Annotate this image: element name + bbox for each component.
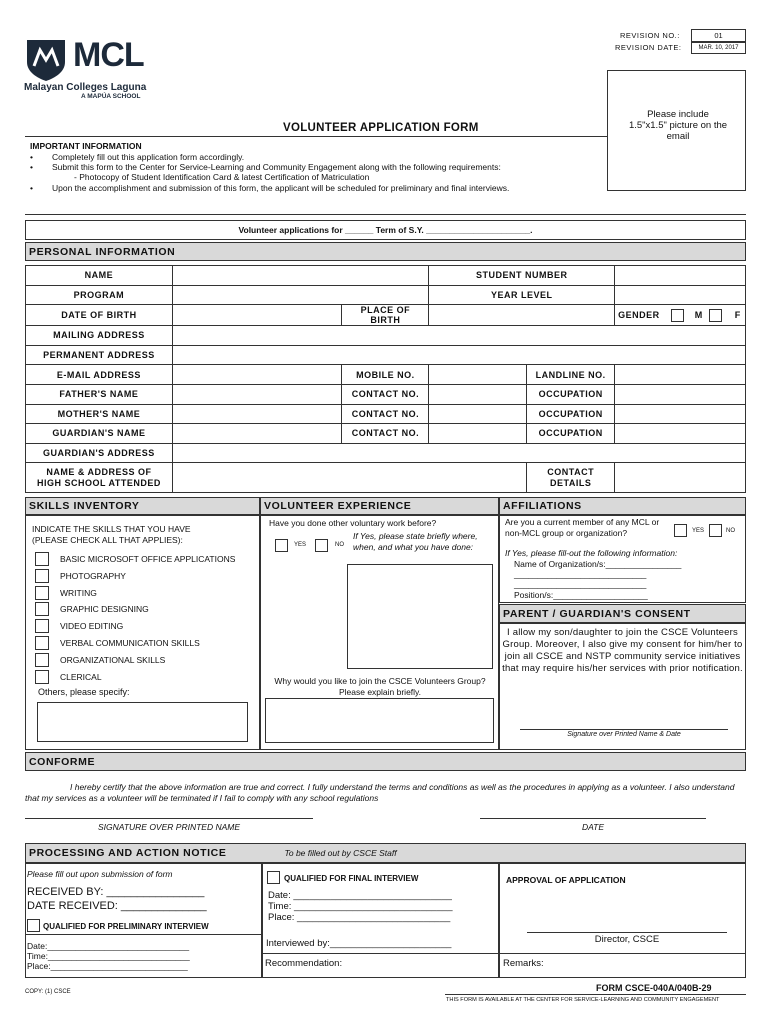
volunteer-no-label: NO: [335, 542, 344, 548]
volunteer-why: Why would you like to join the CSCE Volunteers Group? Please explain briefly.: [274, 676, 486, 697]
picture-note: Please include 1.5"x1.5" picture on the email: [628, 109, 728, 142]
gender-female-checkbox[interactable]: [709, 309, 722, 322]
skill-checkbox[interactable]: [35, 586, 49, 600]
skill-label: BASIC MICROSOFT OFFICE APPLICATIONS: [60, 554, 236, 564]
email-field[interactable]: [172, 365, 342, 385]
conforme-text: I hereby certify that the above information are true and correct. I fully understand the terms and conditions as well as the procedures in applying as a volunteer. I also understand that my services as a volunteer will be terminated if I fail to comply with any school regulations: [25, 782, 735, 803]
hs-contact-field[interactable]: [615, 463, 746, 493]
pob-label: PLACE OF BIRTH: [342, 305, 429, 326]
landline-field[interactable]: [615, 365, 746, 385]
volunteer-if-yes: If Yes, please state briefly where, when, and what you have done:: [353, 531, 478, 552]
affiliations-yes-checkbox[interactable]: [674, 524, 687, 537]
student-number-field[interactable]: [615, 266, 746, 286]
others-label: Others, please specify:: [38, 687, 130, 697]
term-line: Volunteer applications for ______ Term of S.Y. ______________________.: [25, 220, 746, 240]
processing-heading: [25, 843, 746, 863]
mother-contact-field[interactable]: [429, 404, 527, 424]
conforme-date-line: [480, 818, 706, 819]
high-school-label-line2: HIGH SCHOOL ATTENDED: [36, 477, 161, 488]
student-number-label: STUDENT NUMBER: [429, 266, 615, 286]
skill-checkbox[interactable]: [35, 602, 49, 616]
revision-no-label: REVISION NO.:: [620, 31, 680, 40]
footer-copy: COPY: (1) CSCE: [25, 989, 71, 995]
important-sub-1: - Photocopy of Student Identification Card & latest Certification of Matriculation: [74, 172, 370, 183]
affiliations-blank-1: ____________________________: [514, 569, 647, 579]
hs-contact-label: [527, 463, 615, 493]
info-rule: [25, 214, 746, 215]
permanent-address-field[interactable]: [172, 345, 745, 365]
preliminary-time: Time:______________________________: [27, 951, 190, 961]
skill-checkbox[interactable]: [35, 552, 49, 566]
father-contact-field[interactable]: [429, 384, 527, 404]
revision-date-label: REVISION DATE:: [615, 43, 682, 52]
final-place: Place: _____________________________: [268, 912, 451, 923]
important-heading: IMPORTANT INFORMATION: [30, 141, 142, 151]
processing-fill-note: Please fill out upon submission of form: [27, 869, 173, 879]
revision-no-value: 01: [691, 29, 746, 42]
important-bullet-2: Submit this form to the Center for Service-Learning and Community Engagement along with the following requirements:: [52, 162, 501, 173]
final-date: Date: ______________________________: [268, 890, 452, 901]
important-bullet-3: Upon the accomplishment and submission of this form, the applicant will be scheduled for preliminary and final interviews.: [52, 182, 510, 193]
important-bullet-1: Completely fill out this application form accordingly.: [52, 152, 245, 162]
footer-form-no: FORM CSCE-040A/040B-29: [596, 983, 712, 993]
skill-item: [35, 636, 200, 650]
important-list: • Completely fill out this application form accordingly. • Submit this form to the Center for Service-Learning and Community Engagement along with the following requirements: - Photocopy of Student Identification Card & latest Certification of Matriculation • Upon the accomplishment and submission of this form, the applicant will be scheduled for preliminary and final interviews.: [30, 152, 590, 193]
preliminary-label: QUALIFIED FOR PRELIMINARY INTERVIEW: [43, 922, 209, 931]
footer-availability: THIS FORM IS AVAILABLE AT THE CENTER FOR SERVICE-LEARNING AND COMMUNITY ENGAGEMENT: [446, 997, 720, 1003]
guardian-field[interactable]: [172, 424, 342, 444]
processing-heading-text: PROCESSING AND ACTION NOTICE: [29, 847, 227, 859]
preliminary-checkbox[interactable]: [27, 919, 40, 932]
footer-rule: [445, 994, 746, 995]
affiliations-blank-2: ____________________________: [514, 579, 647, 589]
affiliations-question: Are you a current member of any MCL or non-MCL group or organization?: [505, 517, 660, 538]
skills-instruction-line1: INDICATE THE SKILLS THAT YOU HAVE: [32, 524, 191, 534]
affiliations-no-label: NO: [726, 528, 735, 534]
program-field[interactable]: [172, 285, 429, 305]
skill-item: [35, 552, 235, 566]
name-field[interactable]: [172, 266, 429, 286]
email-label: E-MAIL ADDRESS: [26, 365, 173, 385]
father-occupation-label: OCCUPATION: [527, 384, 615, 404]
high-school-label-line1: NAME & ADDRESS OF: [46, 466, 152, 477]
mailing-address-label: MAILING ADDRESS: [26, 326, 173, 346]
skill-checkbox[interactable]: [35, 569, 49, 583]
director-label: Director, CSCE: [594, 934, 660, 945]
father-field[interactable]: [172, 384, 342, 404]
gender-male-checkbox[interactable]: [671, 309, 684, 322]
father-occupation-field[interactable]: [615, 384, 746, 404]
volunteer-experience-textbox[interactable]: [347, 564, 493, 669]
title-rule: [25, 136, 608, 137]
affiliations-org-name: Name of Organization/s:________________: [514, 559, 682, 569]
volunteer-yes-checkbox[interactable]: [275, 539, 288, 552]
affiliations-position: Position/s:____________________: [514, 590, 648, 600]
father-contact-label: CONTACT NO.: [342, 384, 429, 404]
skill-checkbox[interactable]: [35, 619, 49, 633]
skill-item: [35, 569, 126, 583]
landline-label: LANDLINE NO.: [527, 365, 615, 385]
conforme-signature-label: SIGNATURE OVER PRINTED NAME: [98, 822, 240, 832]
guardian-occupation-label: OCCUPATION: [527, 424, 615, 444]
conforme-signature-line: [25, 818, 313, 819]
guardian-occupation-field[interactable]: [615, 424, 746, 444]
affiliations-yes-label: YES: [692, 528, 705, 534]
skills-heading: SKILLS INVENTORY: [25, 497, 260, 515]
skill-item: [35, 619, 123, 633]
mobile-label: MOBILE NO.: [342, 365, 429, 385]
final-time: Time: ______________________________: [268, 901, 453, 912]
interviewed-by: Interviewed by:_______________________: [266, 938, 452, 949]
mcl-shield-icon: [23, 36, 69, 82]
skills-instruction: [32, 524, 191, 545]
volunteer-question: Have you done other voluntary work before?: [269, 518, 437, 528]
others-textbox[interactable]: [37, 702, 248, 742]
consent-text: I allow my son/daughter to join the CSCE Volunteers Group. Moreover, I also give my consent for him/her to join all CSCE and NSTP community service initiatives that may require his/her services with prior notification.: [502, 627, 743, 674]
mother-occupation-label: OCCUPATION: [527, 404, 615, 424]
skill-label: PHOTOGRAPHY: [60, 571, 126, 581]
high-school-field[interactable]: [172, 463, 526, 493]
guardian-contact-label: CONTACT NO.: [342, 424, 429, 444]
skill-label: ORGANIZATIONAL SKILLS: [60, 655, 166, 665]
year-level-field[interactable]: [615, 285, 746, 305]
skill-item: [35, 653, 165, 667]
preliminary-date: Date:______________________________: [27, 941, 190, 951]
pob-field[interactable]: [429, 305, 615, 326]
guardian-address-field[interactable]: [172, 443, 745, 463]
remarks-label: Remarks:: [503, 958, 544, 969]
mobile-field[interactable]: [429, 365, 527, 385]
mailing-address-field[interactable]: [172, 326, 745, 346]
director-signature-line: [527, 932, 727, 933]
conforme-date-label: DATE: [581, 822, 605, 832]
consent-heading: PARENT / GUARDIAN'S CONSENT: [499, 604, 746, 623]
date-received: DATE RECEIVED: ______________: [27, 900, 207, 912]
school-name: Malayan Colleges Laguna: [24, 82, 147, 93]
recommendation-label: Recommendation:: [265, 958, 343, 969]
skill-label: WRITING: [60, 588, 97, 598]
volunteer-yes-label: YES: [294, 542, 307, 548]
skill-label: CLERICAL: [60, 672, 102, 682]
skill-checkbox[interactable]: [35, 670, 49, 684]
volunteer-no-checkbox[interactable]: [315, 539, 328, 552]
processing-col-1-divider: [25, 934, 262, 935]
final-checkbox[interactable]: [267, 871, 280, 884]
skill-item: [35, 586, 97, 600]
dob-field[interactable]: [172, 305, 342, 326]
skill-checkbox[interactable]: [35, 653, 49, 667]
personal-heading: PERSONAL INFORMATION: [25, 242, 746, 261]
permanent-address-label: PERMANENT ADDRESS: [26, 345, 173, 365]
personal-table: [25, 265, 746, 493]
approval-label: APPROVAL OF APPLICATION: [506, 875, 626, 885]
affiliations-if-yes: If Yes, please fill-out the following information:: [505, 548, 678, 558]
guardian-contact-field[interactable]: [429, 424, 527, 444]
received-by: RECEIVED BY: ________________: [27, 886, 205, 898]
school-sub: A MAPÚA SCHOOL: [81, 93, 141, 100]
dob-label: DATE OF BIRTH: [26, 305, 173, 326]
skill-label: GRAPHIC DESIGNING: [60, 604, 149, 614]
consent-signature: Signature over Printed Name & Date: [567, 731, 681, 738]
revision-date-value: MAR. 10, 2017: [691, 42, 746, 54]
mother-contact-label: CONTACT NO.: [342, 404, 429, 424]
skill-checkbox[interactable]: [35, 636, 49, 650]
mother-occupation-field[interactable]: [615, 404, 746, 424]
affiliations-heading: AFFILIATIONS: [499, 497, 746, 515]
mother-field[interactable]: [172, 404, 342, 424]
processing-note: To be filled out by CSCE Staff: [284, 848, 397, 858]
program-label: PROGRAM: [26, 285, 173, 305]
final-label: QUALIFIED FOR FINAL INTERVIEW: [284, 874, 419, 883]
gender-female-label: F: [734, 309, 741, 320]
processing-col-2-divider: [262, 953, 499, 954]
form-title: VOLUNTEER APPLICATION FORM: [283, 122, 479, 134]
picture-box: [607, 70, 746, 191]
hs-contact-label-line1: CONTACT: [547, 466, 595, 477]
high-school-label: [26, 463, 173, 493]
name-label: NAME: [26, 266, 173, 286]
hs-contact-label-line2: DETAILS: [549, 477, 592, 488]
preliminary-place: Place:_____________________________: [27, 961, 188, 971]
school-logo: [23, 36, 153, 102]
skill-item: [35, 602, 149, 616]
father-label: FATHER'S NAME: [26, 384, 173, 404]
guardian-address-label: GUARDIAN'S ADDRESS: [26, 443, 173, 463]
gender-cell: [615, 305, 746, 326]
volunteer-why-textbox[interactable]: [265, 698, 494, 743]
mother-label: MOTHER'S NAME: [26, 404, 173, 424]
consent-signature-line: [520, 729, 728, 730]
processing-col-3-divider: [499, 953, 746, 954]
skill-label: VERBAL COMMUNICATION SKILLS: [60, 638, 200, 648]
volunteer-heading: VOLUNTEER EXPERIENCE: [260, 497, 499, 515]
year-level-label: YEAR LEVEL: [429, 285, 615, 305]
skill-label: VIDEO EDITING: [60, 621, 124, 631]
conforme-heading: CONFORME: [25, 752, 746, 771]
skill-item: [35, 670, 102, 684]
gender-male-label: M: [694, 309, 703, 320]
guardian-label: GUARDIAN'S NAME: [26, 424, 173, 444]
gender-label: GENDER: [618, 309, 660, 320]
skills-instruction-line2: (PLEASE CHECK ALL THAT APPLIES):: [32, 534, 183, 545]
logo-text: MCL: [73, 36, 144, 74]
affiliations-no-checkbox[interactable]: [709, 524, 722, 537]
